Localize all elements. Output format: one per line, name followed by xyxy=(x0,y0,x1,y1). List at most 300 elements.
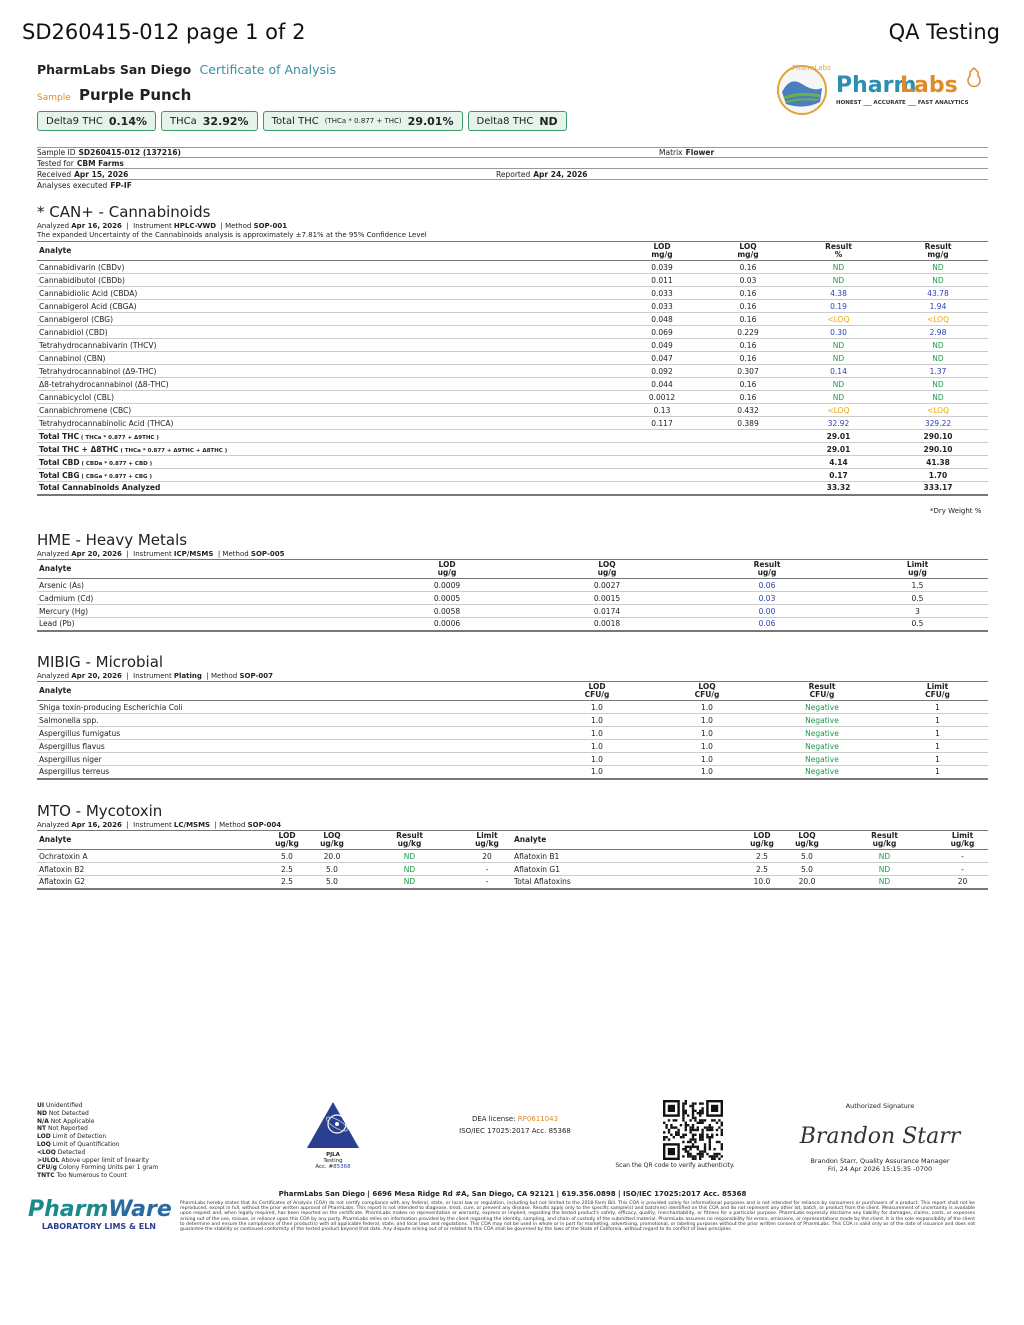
result-mg: 1.37 xyxy=(888,365,988,378)
limit-value: - xyxy=(937,863,988,876)
lod-value xyxy=(617,456,707,469)
result-percent: <LOQ xyxy=(789,313,888,326)
table-row xyxy=(37,313,988,326)
analyte-name: Tetrahydrocannabinolic Acid (THCA) xyxy=(37,417,617,430)
lod-value: 0.13 xyxy=(617,404,707,417)
loq-value: 1.0 xyxy=(657,740,757,753)
result-percent: ND xyxy=(789,352,888,365)
column-header xyxy=(847,560,988,579)
loq-value: 0.16 xyxy=(707,352,789,365)
result-percent: ND xyxy=(789,339,888,352)
document-id: SD260415-012 page 1 of 2 xyxy=(22,20,306,44)
section-meta: Analyzed Apr 20, 2026 | Instrument Plating | Method SOP-007 xyxy=(37,672,273,680)
analyte-name: Aflatoxin B1 xyxy=(512,850,742,863)
legend-desc: Colony Forming Units per 1 gram xyxy=(56,1164,159,1172)
result-percent: 0.19 xyxy=(789,300,888,313)
abbreviation-legend xyxy=(37,1102,158,1180)
lod-value: 1.0 xyxy=(537,740,657,753)
section-title: MIBIG - Microbial xyxy=(37,653,164,671)
instrument-label: Instrument xyxy=(133,821,172,829)
auth-label: Authorized Signature xyxy=(845,1102,915,1110)
column-header-label: LOQ xyxy=(598,560,616,569)
mycotoxin-table xyxy=(37,830,988,890)
loq-value: 1.0 xyxy=(657,753,757,766)
result-mg: ND xyxy=(888,352,988,365)
lod-value: 10.0 xyxy=(742,876,782,889)
table-row xyxy=(37,740,988,753)
pjla-acc-number[interactable]: 85368 xyxy=(333,1164,351,1170)
pharmlabs-logo xyxy=(770,58,990,118)
column-header-unit: CFU/g xyxy=(925,690,950,699)
limit-value: - xyxy=(462,876,512,889)
section-microbial xyxy=(37,653,988,780)
column-header-label: Limit xyxy=(951,831,974,840)
loq-value: 0.0018 xyxy=(527,618,687,631)
analyte-name: Mercury (Hg) xyxy=(37,605,367,618)
lod-value xyxy=(617,469,707,482)
instrument-value: HPLC-VWD xyxy=(173,222,217,230)
analyte-name: Arsenic (As) xyxy=(37,579,367,592)
limit-value: 0.5 xyxy=(847,592,988,605)
doc-type: Certificate of Analysis xyxy=(199,62,336,77)
lod-value: 0.0005 xyxy=(367,592,527,605)
column-header-unit: mg/g xyxy=(651,250,673,259)
column-header-label: LOD xyxy=(753,831,771,840)
total-name: Total CBD xyxy=(39,457,80,467)
table-row xyxy=(37,592,988,605)
table-row xyxy=(37,605,988,618)
pharmware-logo xyxy=(28,1197,172,1231)
legend-desc: Not Detected xyxy=(47,1109,89,1117)
loq-value xyxy=(707,482,789,495)
qr-note: Scan the QR code to verify authenticity. xyxy=(615,1162,735,1169)
column-header xyxy=(757,682,887,701)
loq-value: 0.16 xyxy=(707,313,789,326)
column-header xyxy=(267,831,307,850)
result-value: ND xyxy=(357,850,462,863)
total-label xyxy=(37,430,617,443)
column-header-label: Result xyxy=(924,242,952,251)
instrument-value: Plating xyxy=(173,672,202,680)
legend-item xyxy=(37,1149,158,1157)
loq-value xyxy=(707,430,789,443)
column-header-label: LOQ xyxy=(798,831,816,840)
loq-value: 20.0 xyxy=(307,850,357,863)
limit-value: - xyxy=(937,850,988,863)
result-value: Negative xyxy=(757,766,887,779)
dea-line xyxy=(440,1113,590,1125)
received-cell xyxy=(37,170,496,179)
heavy-metals-table xyxy=(37,559,988,632)
result-percent: 29.01 xyxy=(789,430,888,443)
total-formula: ( THCa * 0.877 + Δ9THC + Δ8THC ) xyxy=(118,447,228,454)
result-mg: 333.17 xyxy=(888,482,988,495)
analyte-name: Ochratoxin A xyxy=(37,850,267,863)
table-row xyxy=(37,300,988,313)
loq-value: 0.16 xyxy=(707,339,789,352)
logo-word-b: Labs xyxy=(900,73,958,98)
result-value: 0.06 xyxy=(687,618,847,631)
table-row xyxy=(37,727,988,740)
header-right-label: QA Testing xyxy=(888,20,1000,44)
lod-value: 1.0 xyxy=(537,701,657,714)
legend-desc: Above upper limit of linearity xyxy=(59,1156,149,1164)
limit-value: - xyxy=(462,863,512,876)
column-header xyxy=(307,831,357,850)
lod-value: 2.5 xyxy=(742,850,782,863)
logo-tagline: HONEST ___ ACCURATE ___ FAST ANALYTICS xyxy=(836,100,969,106)
method-value: SOP-007 xyxy=(239,672,273,680)
dea-license xyxy=(440,1113,590,1137)
badge-label: Delta9 THC xyxy=(46,115,103,127)
result-mg: <LOQ xyxy=(888,404,988,417)
total-label xyxy=(37,443,617,456)
loq-value: 20.0 xyxy=(782,876,832,889)
dea-label: DEA license: xyxy=(471,1115,516,1123)
pharmware-a: Pharm xyxy=(28,1197,109,1222)
matrix-value: Flower xyxy=(685,148,715,157)
result-percent: 0.17 xyxy=(789,469,888,482)
lod-value xyxy=(617,482,707,495)
table-row xyxy=(37,618,988,631)
total-formula: ( CBDa * 0.877 + CBD ) xyxy=(79,460,153,467)
analyte-name: Cannabidiolic Acid (CBDA) xyxy=(37,287,617,300)
result-percent: 0.14 xyxy=(789,365,888,378)
legend-item xyxy=(37,1110,158,1118)
loq-value: 0.0174 xyxy=(527,605,687,618)
result-percent: 4.38 xyxy=(789,287,888,300)
lod-value: 0.044 xyxy=(617,378,707,391)
lod-value: 0.0009 xyxy=(367,579,527,592)
column-header xyxy=(782,831,832,850)
column-header-label: LOD xyxy=(438,560,456,569)
analyte-name: Cannabidibutol (CBDb) xyxy=(37,274,617,287)
matrix-label: Matrix xyxy=(659,148,683,157)
lod-value: 2.5 xyxy=(267,876,307,889)
column-header xyxy=(527,560,687,579)
analyte-name: Salmonella spp. xyxy=(37,714,537,727)
result-value: ND xyxy=(832,850,937,863)
result-percent: 33.32 xyxy=(789,482,888,495)
column-header xyxy=(367,560,527,579)
analyte-name: Cadmium (Cd) xyxy=(37,592,367,605)
table-header-row xyxy=(37,242,988,261)
received-label: Received xyxy=(37,169,72,179)
analyte-name: Total Aflatoxins xyxy=(512,876,742,889)
result-value: ND xyxy=(357,876,462,889)
analyzed-date: Apr 16, 2026 xyxy=(71,821,122,829)
method-label: Method xyxy=(222,550,249,558)
table-header-row xyxy=(37,682,988,701)
table-row xyxy=(37,352,988,365)
column-header-unit: ug/kg xyxy=(275,839,299,848)
lod-value xyxy=(617,430,707,443)
column-header-label: LOQ xyxy=(739,242,757,251)
result-mg: 290.10 xyxy=(888,443,988,456)
loq-value: 0.307 xyxy=(707,365,789,378)
table-row xyxy=(37,339,988,352)
result-value: Negative xyxy=(757,727,887,740)
result-value: 0.00 xyxy=(687,605,847,618)
lab-name: PharmLabs San Diego xyxy=(37,62,192,77)
loq-value xyxy=(707,443,789,456)
section-meta: Analyzed Apr 16, 2026 | Instrument HPLC-VWD | Method SOP-001 xyxy=(37,222,288,230)
result-value: ND xyxy=(832,863,937,876)
table-header-row xyxy=(37,831,988,850)
column-header-label: Result xyxy=(753,560,781,569)
page-header xyxy=(22,20,1000,50)
column-header-unit: ug/g xyxy=(908,568,927,577)
result-percent: ND xyxy=(789,378,888,391)
loq-value xyxy=(707,456,789,469)
legend-abbr: LOD xyxy=(37,1133,51,1141)
analyte-name: Aspergillus niger xyxy=(37,753,537,766)
column-header xyxy=(707,242,789,261)
sample-id-cell xyxy=(37,148,659,157)
analyses-cell xyxy=(37,181,132,190)
column-header: Analyte xyxy=(39,564,72,573)
summary-badge xyxy=(263,111,463,131)
lod-value: 0.117 xyxy=(617,417,707,430)
handwritten-signature: Brandon Starr xyxy=(799,1124,961,1149)
limit-value: 1 xyxy=(887,753,988,766)
result-value: ND xyxy=(832,876,937,889)
legend-desc: Detected xyxy=(55,1148,86,1156)
lod-value: 1.0 xyxy=(537,727,657,740)
total-formula: ( THCa * 0.877 + Δ9THC ) xyxy=(79,434,159,441)
loq-value: 5.0 xyxy=(782,863,832,876)
logo-emblem-icon xyxy=(770,58,990,118)
legend-abbr: N/A xyxy=(37,1117,49,1125)
lod-value: 0.0012 xyxy=(617,391,707,404)
tested-for-label: Tested for xyxy=(37,158,74,168)
result-value: Negative xyxy=(757,740,887,753)
instrument-label: Instrument xyxy=(133,550,172,558)
legend-item xyxy=(37,1133,158,1141)
column-header xyxy=(832,831,937,850)
column-header-unit: ug/g xyxy=(437,568,457,577)
result-mg: 290.10 xyxy=(888,430,988,443)
result-mg: 329.22 xyxy=(888,417,988,430)
legend-desc: Not Reported xyxy=(46,1125,88,1133)
section-title: * CAN+ - Cannabinoids xyxy=(37,203,211,221)
loq-value: 0.03 xyxy=(707,274,789,287)
badge-label: THCa xyxy=(170,115,197,127)
column-header-label: LOQ xyxy=(323,831,341,840)
sample-name: Purple Punch xyxy=(78,86,192,104)
analyte-name: Cannabidivarin (CBDv) xyxy=(37,261,617,274)
badge-label: Total THC xyxy=(271,115,319,127)
section-heavy-metals xyxy=(37,531,988,632)
analyzed-date: Apr 16, 2026 xyxy=(71,222,122,230)
legal-disclaimer: PharmLabs hereby states that its Certificates of Analysis (COA) do not certify compliance with any federal, state, or local law or regulation, including but not limited to the 2018 Farm Bill. This COA is provided solely for informational purposes and is not intended for reliance by consumers or purchasers of a product. This report shall not be reproduced, except in full, without the prior written approval of PharmLabs. This report is not intended to diagnose, treat, cure, or prevent any disease. Results apply only to the specific sample(s) and batch(es) identified on this COA and do not represent any other lot, batch, or product from the client. Measurement of uncertainty is available upon request and, when legally required, has been reported on the certificate. PharmLabs makes no representation or warranty, express or implied, regarding the tested product's safety, efficacy, quality, merchantability, or fitness for a particular purpose. PharmLabs expressly disclaims any liability for damages, claims, costs, or expenses arising out of the use, misuse, or reliance upon this COA by any party. PharmLabs relies on information provided by the client regarding the identity, sampling, and chain of custody of the submitted material. PharmLabs assumes no responsibility for errors, omissions, or representations made by the client. It is the sole responsibility of the client to determine and ensure the compliance of their product(s) with all applicable federal, state, and local laws and regulations. This COA may not be used in whole or in part for marketing, advertising, promotional, or labeling purposes without the prior written consent of PharmLabs. This COA is valid only as of the date of issuance and does not guarantee the stability or continued conformity of the tested product beyond that date. Any dispute arising out of or related to this COA shall be governed by the laws of the State of California, without regard to its conflict of laws principles. xyxy=(180,1201,975,1233)
legend-abbr: CFU/g xyxy=(37,1164,57,1172)
result-mg: ND xyxy=(888,391,988,404)
legend-item xyxy=(37,1118,158,1126)
table-row xyxy=(37,850,988,863)
legend-desc: Limit of Detection xyxy=(50,1133,107,1141)
limit-value: 1.5 xyxy=(847,579,988,592)
result-mg: 43.78 xyxy=(888,287,988,300)
info-row-sample xyxy=(37,147,988,158)
section-mycotoxin xyxy=(37,802,988,890)
column-header-label: LOQ xyxy=(698,682,716,691)
legend-desc: Not Applicable xyxy=(48,1117,95,1125)
qr-code-icon[interactable] xyxy=(663,1100,723,1160)
table-row xyxy=(37,766,988,779)
result-percent: 32.92 xyxy=(789,417,888,430)
analyte-name: Aspergillus fumigatus xyxy=(37,727,537,740)
column-header xyxy=(887,682,988,701)
analyte-name: Cannabichromene (CBC) xyxy=(37,404,617,417)
lod-value: 1.0 xyxy=(537,753,657,766)
flask-icon xyxy=(968,68,980,86)
legend-abbr: <LOQ xyxy=(37,1148,56,1156)
total-name: Total CBG xyxy=(39,470,80,480)
column-header-unit: ug/kg xyxy=(397,839,422,848)
total-row xyxy=(37,469,988,482)
logo-word-a: Pharm xyxy=(836,73,917,98)
received-value: Apr 15, 2026 xyxy=(74,169,129,179)
table-header-row xyxy=(37,560,988,579)
table-row xyxy=(37,261,988,274)
microbial-table xyxy=(37,681,988,780)
column-header xyxy=(937,831,988,850)
column-header-unit: CFU/g xyxy=(584,690,610,699)
analyte-name: Aflatoxin B2 xyxy=(37,863,267,876)
sample-id: SD260415-012 (137216) xyxy=(78,148,181,157)
badge-value: ND xyxy=(539,114,558,128)
qr-block xyxy=(605,1100,745,1169)
result-percent: 0.30 xyxy=(789,326,888,339)
limit-value: 1 xyxy=(887,740,988,753)
analyzed-label: Analyzed xyxy=(37,821,70,829)
lod-value: 0.011 xyxy=(617,274,707,287)
column-header xyxy=(537,682,657,701)
loq-value: 1.0 xyxy=(657,727,757,740)
result-value: Negative xyxy=(757,714,887,727)
matrix-cell xyxy=(659,148,714,157)
section-cannabinoids xyxy=(37,203,988,496)
legend-abbr: UI xyxy=(37,1102,45,1109)
signer-name: Brandon Starr, Quality Assurance Manager xyxy=(810,1157,950,1165)
info-row-dates xyxy=(37,169,988,180)
legend-abbr: LOQ xyxy=(37,1140,51,1148)
loq-value: 0.0027 xyxy=(527,579,687,592)
result-percent: ND xyxy=(789,261,888,274)
column-header-unit: ug/kg xyxy=(475,839,499,848)
result-mg: ND xyxy=(888,378,988,391)
limit-value: 0.5 xyxy=(847,618,988,631)
pjla-accreditation xyxy=(303,1100,363,1170)
table-row xyxy=(37,876,988,889)
result-value: Negative xyxy=(757,701,887,714)
column-header-unit: ug/kg xyxy=(795,839,819,848)
lod-value: 1.0 xyxy=(537,766,657,779)
total-label xyxy=(37,469,617,482)
limit-value: 1 xyxy=(887,714,988,727)
loq-value: 0.16 xyxy=(707,391,789,404)
pjla-acc-label: Acc. # xyxy=(315,1164,334,1170)
instrument-label: Instrument xyxy=(133,672,172,680)
result-mg: ND xyxy=(888,274,988,287)
lod-value: 0.092 xyxy=(617,365,707,378)
table-row xyxy=(37,863,988,876)
method-value: SOP-005 xyxy=(250,550,285,558)
table-row xyxy=(37,274,988,287)
total-row xyxy=(37,443,988,456)
column-header-unit: ug/kg xyxy=(750,839,774,848)
column-header: Analyte xyxy=(39,835,72,844)
total-name: Total THC xyxy=(39,431,79,441)
loq-value: 1.0 xyxy=(657,701,757,714)
column-header: Analyte xyxy=(514,835,547,844)
column-header-unit: CFU/g xyxy=(694,690,720,699)
legend-desc: Limit of Quantification xyxy=(50,1140,120,1148)
method-value: SOP-004 xyxy=(247,821,282,829)
loq-value: 0.229 xyxy=(707,326,789,339)
instrument-label: Instrument xyxy=(133,222,172,230)
limit-value: 1 xyxy=(887,766,988,779)
column-header xyxy=(742,831,782,850)
lod-value: 1.0 xyxy=(537,714,657,727)
cannabinoids-table xyxy=(37,241,988,496)
table-row xyxy=(37,391,988,404)
lod-value: 0.039 xyxy=(617,261,707,274)
legend-item xyxy=(37,1157,158,1165)
column-header-unit: mg/g xyxy=(737,250,759,259)
result-percent: ND xyxy=(789,274,888,287)
column-header xyxy=(357,831,462,850)
table-row xyxy=(37,701,988,714)
dry-weight-note: *Dry Weight % xyxy=(930,507,982,515)
sample-id-label: Sample ID xyxy=(37,148,76,157)
legend-desc: Too Numerous to Count xyxy=(54,1172,127,1180)
lod-value: 0.033 xyxy=(617,287,707,300)
lod-value: 2.5 xyxy=(267,863,307,876)
result-value: 0.06 xyxy=(687,579,847,592)
analyte-name: Aspergillus terreus xyxy=(37,766,537,779)
legend-desc: Unidentified xyxy=(44,1102,83,1109)
table-row xyxy=(37,287,988,300)
sample-line xyxy=(37,86,191,104)
badge-label: Delta8 THC xyxy=(476,115,534,127)
legend-item xyxy=(37,1102,158,1110)
lod-value: 2.5 xyxy=(742,863,782,876)
result-mg: 1.94 xyxy=(888,300,988,313)
summary-badge xyxy=(161,111,258,131)
lod-value: 0.069 xyxy=(617,326,707,339)
method-value: SOP-001 xyxy=(253,222,288,230)
loq-value: 1.0 xyxy=(657,766,757,779)
pjla-name: PJLA xyxy=(326,1152,340,1158)
result-mg: ND xyxy=(888,261,988,274)
column-header-unit: ug/kg xyxy=(950,839,975,848)
signature-block xyxy=(790,1102,970,1173)
column-header-label: Result xyxy=(396,831,423,840)
method-label: Method xyxy=(225,222,252,230)
analyzed-label: Analyzed xyxy=(37,672,70,680)
analyte-name: Cannabigerol Acid (CBGA) xyxy=(37,300,617,313)
column-header xyxy=(789,242,888,261)
analyte-name: Tetrahydrocannabivarin (THCV) xyxy=(37,339,617,352)
column-header xyxy=(687,560,847,579)
column-header-label: LOD xyxy=(278,831,296,840)
legend-abbr: >ULOL xyxy=(37,1156,60,1164)
column-header-label: Limit xyxy=(476,831,498,840)
loq-value: 5.0 xyxy=(782,850,832,863)
loq-value xyxy=(707,469,789,482)
